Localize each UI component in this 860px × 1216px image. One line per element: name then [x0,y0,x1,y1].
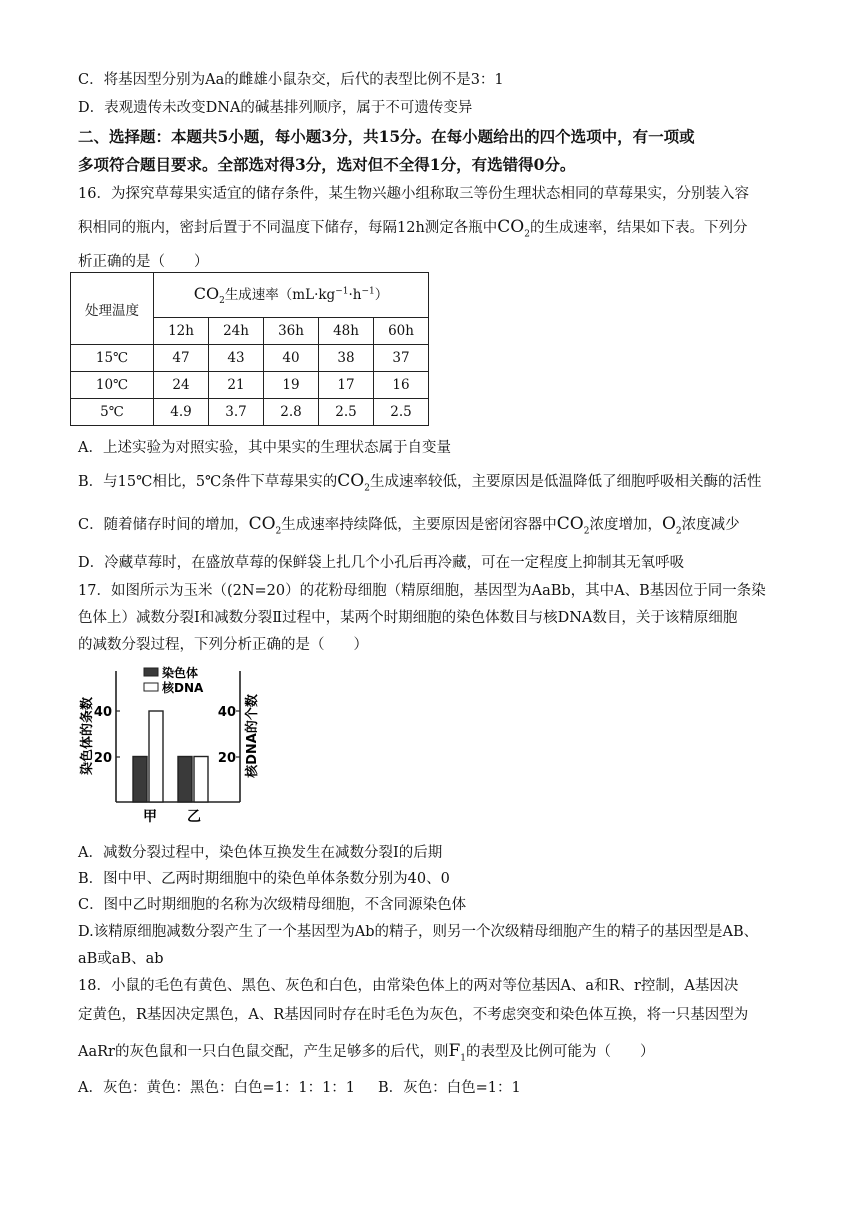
table-time-header: 60h [374,318,429,345]
bar-dna-jia [149,711,163,802]
group-label-jia: 甲 [143,809,157,825]
q16-option-d: D．冷藏草莓时，在盛放草莓的保鲜袋上扎几个小孔后再冷藏，可在一定程度上抑制其无氧呼吸 [78,555,685,571]
table-row [71,345,429,372]
table-value-cell: 17 [319,372,374,399]
chromosome-dna-bar-figure [78,661,268,831]
group-label-yi: 乙 [187,809,201,825]
table-time-header: 48h [319,318,374,345]
q16-stem-line2 [78,216,747,239]
q16-option-b: B．与15℃相比，5℃条件下草莓果实的$CO_2$生成速率较低，主要原因是低温降低了细胞呼吸相关酶的活性 [78,471,762,494]
left-tick-40: 40 [93,705,112,720]
co2-rate-table [70,272,429,426]
table-value-cell: 2.8 [264,399,319,426]
bar-dna-yi [194,757,208,803]
q18-stem-line2: 定黄色，R基因决定黑色，A、R基因同时存在时毛色为灰色，不考虑突变和染色体互换，将一只基因型为 [78,1007,749,1023]
q16-option-a: A．上述实验为对照实验，其中果实的生理状态属于自变量 [78,440,451,456]
q18-stem-line1: 18．小鼠的毛色有黄色、黑色、灰色和白色，由常染色体上的两对等位基因A、a和R、r控制，A基因决 [78,978,739,994]
table-value-cell: 40 [264,345,319,372]
section2-heading-line1: 二、选择题：本题共5小题，每小题3分，共15分。在每小题给出的四个选项中，有一项或 [78,127,695,146]
table-value-cell: 24 [154,372,209,399]
table-row [71,372,429,399]
bar-chromosome-jia [133,757,147,803]
table-temp-cell: 5℃ [71,399,154,426]
table-value-cell: 47 [154,345,209,372]
legend-dna-swatch [144,683,158,691]
table-value-cell: 3.7 [209,399,264,426]
q17-stem-line3: 的减数分裂过程，下列分析正确的是（ ） [78,637,368,653]
q18-option-a: A．灰色：黄色：黑色：白色=1：1：1：1 [78,1080,356,1096]
q17-option-d-line2: aB或aB、ab [78,951,164,967]
q15-option-d: D．表观遗传未改变DNA的碱基排列顺序，属于不可遗传变异 [78,100,473,116]
table-row [71,399,429,426]
q17-option-c: C．图中乙时期细胞的名称为次级精母细胞，不含同源染色体 [78,897,467,913]
q18-option-b: B．灰色：白色=1：1 [378,1080,521,1096]
table-temp-cell: 15℃ [71,345,154,372]
co2-formula: $CO_2$ [497,217,530,240]
table-time-header: 36h [264,318,319,345]
table-row-header: 处理温度 [71,273,154,345]
table-value-cell: 43 [209,345,264,372]
table-value-cell: 21 [209,372,264,399]
q16-stem-line2-b: 的生成速率，结果如下表。下列分 [529,220,748,236]
table-value-cell: 2.5 [374,399,429,426]
q16-stem-line1: 16．为探究草莓果实适宜的储存条件，某生物兴趣小组称取三等份生理状态相同的草莓果实，分别装入容 [78,186,749,202]
left-tick-20: 20 [93,751,112,766]
q17-stem-line1: 17．如图所示为玉米（(2N=20）的花粉母细胞（精原细胞，基因型为AaBb，其中A、B基因位于同一条染 [78,583,766,599]
section2-heading-line2: 多项符合题目要求。全部选对得3分，选对但不全得1分，有选错得0分。 [78,155,576,174]
table-time-header: 12h [154,318,209,345]
table-value-cell: 38 [319,345,374,372]
table-time-header: 24h [209,318,264,345]
q15-option-c: C．将基因型分别为Aa的雌雄小鼠杂交，后代的表型比例不是3：1 [78,72,504,88]
q16-option-c: C．随着储存时间的增加，$CO_2$生成速率持续降低，主要原因是密闭容器中$CO_2$浓度增加，$O_2$浓度减少 [78,514,740,537]
left-axis-label: 染色体的条数 [80,696,95,776]
legend-dna-label: 核DNA [162,681,204,695]
right-axis-label: 核DNA的个数 [245,694,260,778]
table-value-cell: 37 [374,345,429,372]
bar-chromosome-yi [178,757,192,803]
table-value-cell: 2.5 [319,399,374,426]
table-temp-cell: 10℃ [71,372,154,399]
q16-stem-line3: 析正确的是（ ） [78,254,209,270]
q18-stem-line3: AaRr的灰色鼠和一只白色鼠交配，产生足够多的后代，则$F_1$的表型及比例可能为（ ） [78,1041,655,1064]
legend-chromosome-label: 染色体 [162,666,199,680]
table-value-cell: 19 [264,372,319,399]
table-value-cell: 4.9 [154,399,209,426]
q17-option-a: A．减数分裂过程中，染色体互换发生在减数分裂Ⅰ的后期 [78,845,443,861]
right-tick-20: 20 [217,751,236,766]
q17-option-b: B．图中甲、乙两时期细胞中的染色单体条数分别为40、0 [78,871,450,887]
q17-stem-line2: 色体上）减数分裂Ⅰ和减数分裂Ⅱ过程中，某两个时期细胞的染色体数目与核DNA数目，关于该精原细胞 [78,610,738,626]
legend-chromosome-swatch [144,668,158,676]
right-tick-40: 40 [217,705,236,720]
table-value-cell: 16 [374,372,429,399]
q16-stem-line2-a: 积相同的瓶内，密封后置于不同温度下储存，每隔12h测定各瓶中 [78,220,498,236]
table-rate-header: $CO_2$生成速率$(mL\cdot kg^{-1}\cdot h^{-1})$ [154,273,429,318]
q17-option-d-line1: D.该精原细胞减数分裂产生了一个基因型为Ab的精子，则另一个次级精母细胞产生的精子的基因型是AB、 [78,924,759,940]
